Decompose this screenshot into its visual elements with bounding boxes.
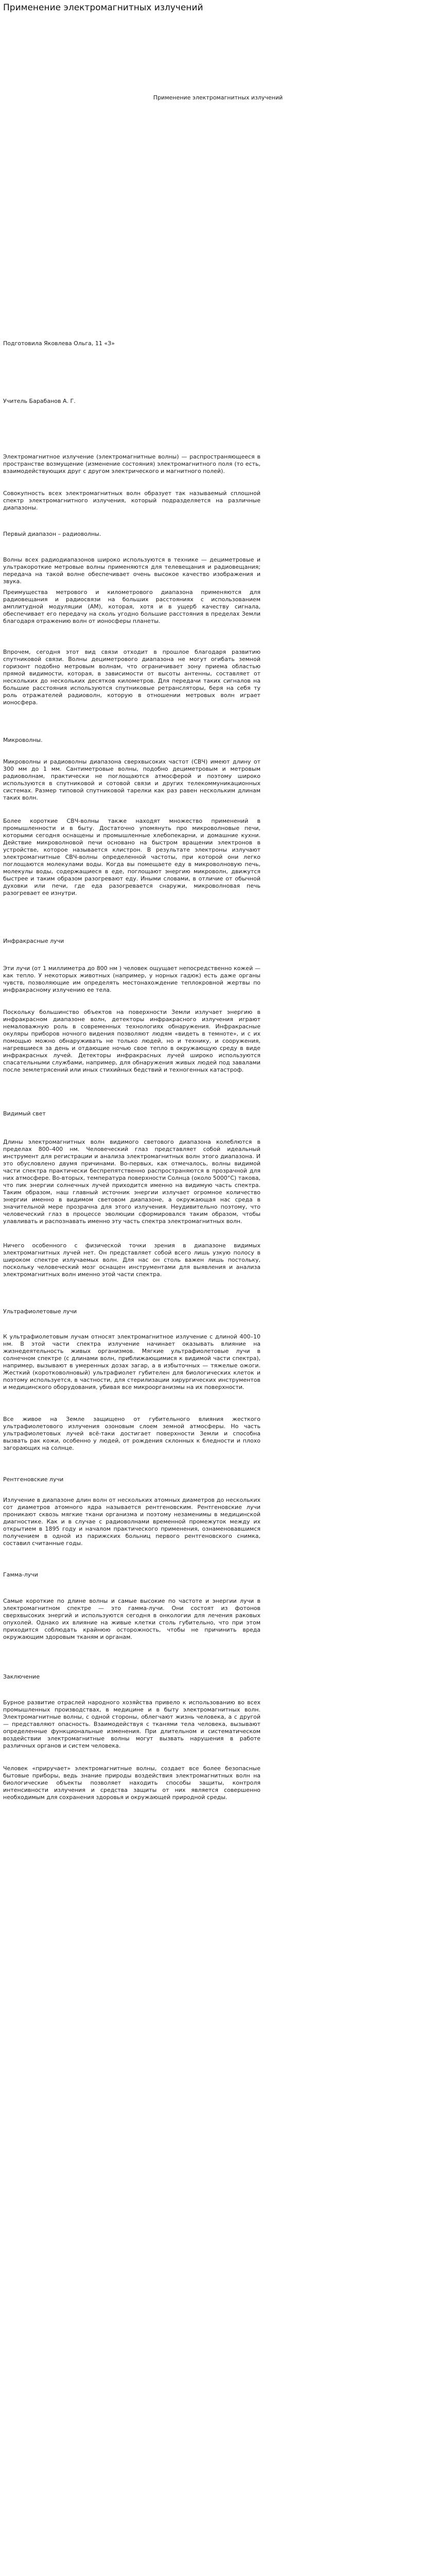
section-title-ultraviolet: Ультрафиолетовые лучи [3,1308,77,1315]
section-paragraph: Человек «приручает» электромагнитные волны, создает все более безопасные бытовые приборы, ведь знание природы воздействия электромагнитных волн на биологические объекты позволяет находить способы защиты, контроля интенсивности излучения и средства защиты от них является совершенно необходимым для сохранения здоровья и окружающей природной среды. [3,1765,260,1801]
section-paragraph: Ничего особенного с физической точки зрения в диапазоне видимых электромагнитных лучей нет. Он представляет собой всего лишь узкую полосу в широком спектре излучаемых волн. Для нас он столь важен лишь постольку, поскольку человеческий мозг оснащен инструментами для выявления и анализа электромагнитных волн именно этой части спектра. [3,1242,260,1278]
section-paragraph: Самые короткие по длине волны и самые высокие по частоте и энергии лучи в электромагнитном спектре — это гамма-лучи. Они состоят из фотонов сверхвысоких энергий и используются сегодня в онкологии для лечения раковых опухолей. Однако их влияние на живые клетки столь губительно, что при этом приходится соблюдать крайнюю осторожность, чтобы не причинить вреда окружающим здоровым тканям и органам. [3,1598,260,1640]
document-heading: Применение электромагнитных излучений [153,94,283,101]
section-paragraph: Эти лучи (от 1 миллиметра до 800 нм ) человек ощущает непосредственно кожей — как тепло. У некоторых животных (например, у норных гадюк) есть даже органы чувств, позволяющие им определять местонахождение теплокровной жертвы по инфракрасному излучению ее тела. [3,965,260,993]
section-paragraph: Все живое на Земле защищено от губительного влияния жесткого ультрафиолетового излучения озоновым слоем земной атмосферы. Но часть ультрафиолетовых лучей всё-таки достигает поверхности Земли и способна вызвать рак кожи, особенно у людей, от рождения склонных к бледности и плохо загорающих на солнце. [3,1416,260,1451]
section-title-conclusion: Заключение [3,1673,40,1680]
intro-paragraph: Совокупность всех электромагнитных волн образует так называемый сплошной спектр электромагнитного излучения, который подразделяется на различные диапазоны. [3,490,260,511]
author-line: Подготовила Яковлева Ольга, 11 «З» [3,340,115,347]
section-paragraph: Поскольку большинство объектов на поверхности Земли излучает энергию в инфракрасном диапазоне волн, детекторы инфракрасного излучения играют немаловажную роль в современных технологиях обнаружения. Инфракрасные окуляры приборов ночного видения позволяют людям «видеть в темноте», и с их помощью можно обнаруживать не только людей, но и технику, и сооружения, нагревшиеся за день и отдающие ночью свое тепло в окружающую среду в виде инфракрасных лучей. Детекторы инфракрасных лучей широко используются спасательными службами, например, для обнаружения живых людей под завалами после землетрясений или иных стихийных бедствий и техногенных катастроф. [3,1009,260,1073]
section-title-infrared: Инфракрасные лучи [3,938,64,944]
page-title: Применение электромагнитных излучений [3,3,203,13]
section-paragraph: Микроволны и радиоволны диапазона сверхвысоких частот (СВЧ) имеют длину от 300 мм до 1 мм. Сантиметровые волны, подобно дециметровым и метровым радиоволнам, практически не поглощаются атмосферой и поэтому широко используются в спутниковой и сотовой связи и других телекоммуникационных системах. Размер типовой спутниковой тарелки как раз равен нескольким длинам таких волн. [3,758,260,801]
section-title-radiowaves: Первый диапазон – радиоволны. [3,531,101,537]
section-paragraph: Впрочем, сегодня этот вид связи отходит в прошлое благодаря развитию спутниковой связи. Волны дециметрового диапазона не могут огибать земной горизонт подобно метровым волнам, что ограничивает зону приема областью прямой видимости, которая, в зависимости от высоты антенны, составляет от нескольких до нескольких десятков километров. Для передачи таких сигналов на большие расстояния используются спутниковые ретрансляторы, беря на себя ту роль отражателей радиоволн, которую в отношении метровых волн играет ионосфера. [3,649,260,706]
section-paragraph: Бурное развитие отраслей народного хозяйства привело к использованию во всех промышленных производствах, в медицине и в быту электромагнитных волн. Электромагнитные волны, с одной стороны, облегчают жизнь человека, а с другой — представляют опасность. Взаимодействуя с тканями тела человека, вызывают определенные функциональные изменения. При длительном и систематическом воздействии электромагнитные волны могут вызвать нарушения в работе различных органов и систем человека. [3,1699,260,1749]
section-title-gamma-rays: Гамма-лучи [3,1571,38,1578]
intro-paragraph: Электромагнитное излучение (электромагнитные волны) — распространяющееся в пространстве возмущение (изменение состояния) электромагнитного поля (то есть, взаимодействующих друг с другом электрического и магнитного полей). [3,453,260,474]
section-title-microwaves: Микроволны. [3,737,43,743]
section-paragraph: Более короткие СВЧ-волны также находят множество применений в промышленности и в быту. Достаточно упомянуть про микроволновые печи, которыми сегодня оснащены и промышленные хлебопекарни, и домашние кухни. Действие микроволновой печи основано на быстром вращении электронов в устройстве, которое называется клистрон. В результате электроны излучают электромагнитные СВЧ-волны определенной частоты, при которой они легко поглощаются молекулами воды. Когда вы помещаете еду в микроволновую печь, молекулы воды, содержащиеся в еде, поглощают энергию микроволн, движутся быстрее и таким образом разогревают еду. Иными словами, в отличие от обычной духовки или печи, где еда разогревается снаружи, микроволновая печь разогревает ее изнутри. [3,818,260,896]
section-paragraph: К ультрафиолетовым лучам относят электромагнитное излучение с длиной 400–10 нм. В этой части спектра излучение начинает оказывать влияние на жизнедеятельность живых организмов. Мягкие ультрафиолетовые лучи в солнечном спектре (с длинами волн, приближающимися к видимой части спектра), например, вызывают в умеренных дозах загар, а в избыточных — тяжелые ожоги. Жесткий (коротковолновый) ультрафиолет губителен для биологических клеток и поэтому используется, в частности, для стерилизации хирургических инструментов и медицинского оборудования, убивая все микроорганизмы на их поверхности. [3,1333,260,1391]
section-title-visible-light: Видимый свет [3,1110,46,1117]
section-title-x-rays: Рентгеновские лучи [3,1476,64,1483]
teacher-line: Учитель Барабанов А. Г. [3,398,76,404]
section-paragraph: Длины электромагнитных волн видимого светового диапазона колеблются в пределах 800–400 нм. Человеческий глаз представляет собой идеальный инструмент для регистрации и анализа электромагнитных волн этого диапазона. И это обусловлено двумя причинами. Во-первых, как отмечалось, волны видимой части спектра практически беспрепятственно распространяются в прозрачной для них атмосфере. Во-вторых, температура поверхности Солнца (около 5000°C) такова, что пик энергии солнечных лучей приходится именно на видимую часть спектра. Таким образом, наш главный источник энергии излучает огромное количество энергии именно в видимом световом диапазоне, а окружающая нас среда в значительной мере прозрачна для этого излучения. Неудивительно поэтому, что человеческий глаз в процессе эволюции сформировался таким образом, чтобы улавливать и распознавать именно эту часть спектра электромагнитных волн. [3,1139,260,1225]
section-paragraph: Волны всех радиодиапазонов широко используются в технике — дециметровые и ультракороткие метровые волны применяются для телевещания и радиовещания; передача на такой волне обеспечивает очень высокое качество изображения и звука. [3,556,260,585]
section-paragraph: Излучение в диапазоне длин волн от нескольких атомных диаметров до нескольких сот диаметров атомного ядра называется рентгеновским. Рентгеновские лучи проникают сквозь мягкие ткани организма и поэтому незаменимы в медицинской диагностике. Как и в случае с радиоволнами временной промежуток между их открытием в 1895 году и началом практического применения, ознаменовавшимся получением в одной из парижских больниц первого рентгеновского снимка, составил считанные годы. [3,1497,260,1547]
section-paragraph: Преимущества метрового и километрового диапазона применяются для радиовещания и радиосвязи на больших расстояниях с использованием амплитудной модуляции (АМ), которая, хотя и в ущерб качеству сигнала, обеспечивает его передачу на сколь угодно большие расстояния в пределах Земли благодаря отражению волн от ионосферы планеты. [3,589,260,624]
